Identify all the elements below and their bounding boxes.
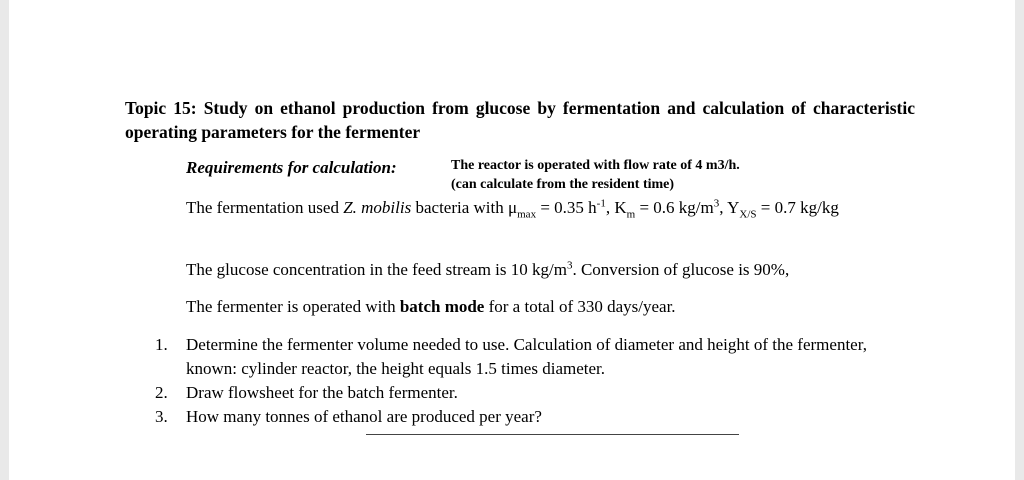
glucose-concentration-paragraph [186, 258, 789, 282]
list-item [155, 333, 915, 381]
text: , Y [719, 198, 740, 217]
list-number: 2. [155, 383, 168, 402]
topic-title: Topic 15: Study on ethanol production from glucose by fermentation and calculation of characteristic operating parameters for the fermenter [125, 98, 915, 142]
text: = 0.6 kg/m [635, 198, 714, 217]
text: The glucose concentration in the feed stream is 10 kg/m [186, 260, 567, 279]
requirements-text [451, 156, 740, 194]
list-number: 3. [155, 407, 168, 426]
list-number: 1. [155, 335, 168, 354]
fermentation-parameters-paragraph [186, 196, 906, 220]
list-item [155, 381, 915, 405]
text: , K [605, 198, 627, 217]
text: . Conversion of glucose is 90%, [572, 260, 790, 279]
subscript: X/S [739, 208, 757, 221]
text: = 0.35 h [536, 198, 597, 217]
question-text: Draw flowsheet for the batch fermenter. [186, 383, 458, 402]
superscript: 3 [566, 259, 573, 272]
question-text: Determine the fermenter volume needed to use. Calculation of diameter and height of the fermenter, known: cylinder reactor, the height equals 1.5 times diameter. [186, 335, 867, 378]
requirements-line-1: The reactor is operated with flow rate of 4 m3/h. [451, 158, 740, 173]
organism-name: Z. mobilis [343, 198, 412, 217]
text: for a total of 330 days/year. [484, 297, 676, 316]
superscript: -1 [596, 197, 606, 210]
list-item [155, 405, 915, 429]
horizontal-rule [366, 434, 739, 435]
question-list [155, 333, 915, 429]
operation-mode-paragraph [186, 295, 676, 319]
requirements-label: Requirements for calculation: [186, 158, 397, 177]
subscript: m [626, 208, 636, 221]
text: The fermenter is operated with [186, 297, 400, 316]
text: bacteria with μ [411, 198, 518, 217]
text: The fermentation used [186, 198, 344, 217]
subscript: max [517, 208, 537, 221]
document-page [9, 0, 1015, 480]
question-text: How many tonnes of ethanol are produced per year? [186, 407, 542, 426]
requirements-line-2: (can calculate from the resident time) [451, 177, 675, 192]
superscript: 3 [713, 197, 720, 210]
batch-mode-emphasis: batch mode [399, 297, 485, 316]
text: = 0.7 kg/kg [756, 198, 839, 217]
